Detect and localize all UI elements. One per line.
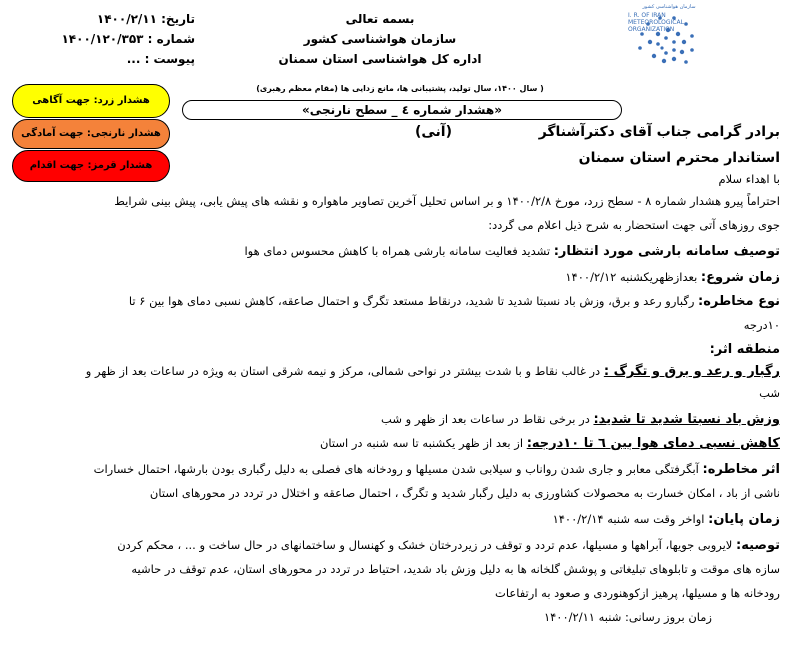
area-item-1-label: رگبار و رعد و برق و تگرگ : [603,364,780,379]
greeting: با اهداء سلام [718,172,780,186]
number-value: ۱۴۰۰/۱۲۰/۳۵۳ [61,32,144,46]
impact-label: اثر مخاطره: [702,462,780,477]
impact [20,462,780,477]
end-value: اواخر وقت سه شنبه ۱۴۰۰/۲/۱۴ [552,512,709,526]
recommendation-cont-1: سازه های موقت و تابلوهای تبلیغاتی و پوشش گلخانه ها به دلیل وزش باد شدید، احتیاط در تردد در محورهای استان، عدم توقف در حاشیه [131,562,780,576]
date-value: ۱۴۰۰/۲/۱۱ [96,12,157,26]
area-item-1-cont: شب [759,386,780,400]
meteorological-logo [620,4,780,74]
recommendation-cont-2: رودخانه ها و مسیلها، پرهیز ازکوهنوردی و صعود به ارتفاعات [495,586,780,600]
intro-line-1: احتراماً پیرو هشدار شماره ۸ - سطح زرد، مورخ ۱۴۰۰/۲/۸ و بر اساس تحلیل آخرین تصاویر ماهواره و نقشه های پیش یابی، پیش بینی شرایط [114,194,780,208]
basmala: بسمه تعالی [345,12,415,26]
area-item-3 [20,436,780,451]
area-item-3-label: کاهش نسبی دمای هوا بین ٦ تا ١٠درجه: [526,436,780,451]
start-label: زمان شروع: [700,270,780,285]
logo-text-en1: I. R. OF IRAN [628,12,666,19]
number-row [20,32,195,46]
attach-label: پیوست : [144,52,195,66]
recipient-2: استاندار محترم استان سمنان [578,150,780,166]
date-label: تاریخ: [161,12,195,26]
org-name: سازمان هواشناسی کشور [303,32,457,46]
recommendation-value: لایروبی جویها، آبراهها و مسیلها، عدم تردد و توقف در زیردرختان خشک و کهنسال و ساختمانهای در حال ساخت و ... ، محکم کردن [117,538,737,552]
recommendation [20,538,780,553]
impact-value: آبگرفتگی معابر و جاری شدن رواناب و سیلابی شدن مسیلها و رودخانه های فصلی به دلیل رگباری بودن بارشها، احتمال خسارات [93,462,703,476]
attach-row [20,52,195,66]
area-label: منطقه اثر: [709,342,780,357]
hazard-type-label: نوع مخاطره: [698,294,780,309]
number-label: شماره : [147,32,195,46]
hazard-type-value: رگبارو رعد و برق، وزش باد نسبتا شدید تا شدید، درنقاط مستعد تگرگ و احتمال صاعقه، کاهش نسبی دمای هوا بین ۶ تا [128,294,699,308]
impact-cont: ناشی از باد ، امکان خسارت به محصولات کشاورزی به دلیل رگبار شدید و تگرگ ، احتمال صاعقه و اختلال در تردد در محورهای استان [149,486,780,500]
legend-yellow: هشدار زرد: جهت آگاهی [12,84,170,118]
start-time [20,270,780,285]
logo-text-fa: سازمان هواشناسی کشور [642,4,696,10]
area-item-2 [20,412,780,427]
description-label: توصیف سامانه بارشی مورد انتظار: [553,244,780,259]
legend-orange: هشدار نارنجی: جهت آمادگی [12,119,170,149]
area-item-2-label: وزش باد نسبتا شدید تا شدید: [593,412,780,427]
recipient-1: برادر گرامی جناب آقای دکترآشناگر [538,124,780,140]
area-item-1 [20,364,780,379]
hazard-type-cont: ۱۰درجه [743,318,780,332]
attach-value: ... [126,52,141,66]
slogan: ( سال ۱۴۰۰، سال تولید، پشتیبانی ها، مانع زدایی ها (مقام معظم رهبری) [256,84,544,93]
update-time: زمان بروز رسانی: شنبه ۱۴۰۰/۲/۱۱ [543,610,712,624]
system-description [20,244,780,259]
area-item-1-value: در غالب نقاط و با شدت بیشتر در نواحی شمالی، مرکز و نیمه شرقی استان به ویژه در ساعات بعد از ظهر و [85,364,604,378]
area-item-2-value: در برخی نقاط در ساعات بعد از ظهر و شب [381,412,594,426]
date-row [20,12,195,26]
recommendation-label: توصیه: [736,538,780,553]
description-value: تشدید فعالیت سامانه بارشی همراه با کاهش محسوس دمای هوا [244,244,554,258]
hazard-type [20,294,780,309]
area-item-3-value: از بعد از ظهر یکشنبه تا سه شنبه در استان [319,436,527,450]
intro-line-2: جوی روزهای آتی جهت استحضار به شرح ذیل اعلام می گردد: [488,218,780,232]
legend-red: هشدار قرمز: جهت اقدام [12,150,170,182]
dept-name: اداره کل هواشناسی استان سمنان [278,52,482,66]
end-time [20,512,780,527]
urgency-label: (آنی) [414,124,452,140]
end-label: زمان پایان: [708,512,780,527]
logo-text-en3: ORGANIZATION [628,26,675,33]
warning-title: «هشدار شماره ٤ _ سطح نارنجی» [182,100,622,120]
start-value: بعدازظهریکشنبه ۱۴۰۰/۲/۱۲ [565,270,701,284]
logo-text-en2: METEOROLOGICAL [628,19,684,26]
